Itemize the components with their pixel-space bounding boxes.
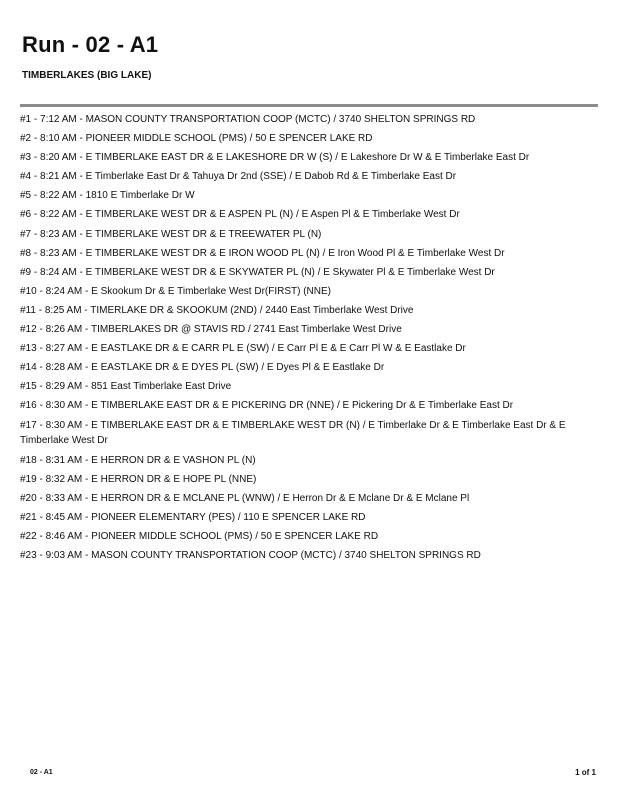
stop-item: #19 - 8:32 AM - E HERRON DR & E HOPE PL (NNE) bbox=[20, 473, 257, 485]
stop-item: #6 - 8:22 AM - E TIMBERLAKE WEST DR & E ASPEN PL (N) / E Aspen Pl & E Timberlake West Dr bbox=[20, 209, 460, 221]
stop-item: #11 - 8:25 AM - TIMERLAKE DR & SKOOKUM (2ND) / 2440 East Timberlake West Drive bbox=[20, 304, 414, 316]
stop-item: #20 - 8:33 AM - E HERRON DR & E MCLANE PL (WNW) / E Herron Dr & E Mclane Dr & E Mclane Pl bbox=[20, 492, 470, 504]
stop-item: #2 - 8:10 AM - PIONEER MIDDLE SCHOOL (PMS) / 50 E SPENCER LAKE RD bbox=[20, 133, 373, 145]
stop-item: #5 - 8:22 AM - 1810 E Timberlake Dr W bbox=[20, 190, 195, 202]
stop-item: #8 - 8:23 AM - E TIMBERLAKE WEST DR & E IRON WOOD PL (N) / E Iron Wood Pl & E Timberlake West Dr bbox=[20, 247, 505, 259]
stop-item: #3 - 8:20 AM - E TIMBERLAKE EAST DR & E LAKESHORE DR W (S) / E Lakeshore Dr W & E Timberlake East Dr bbox=[20, 152, 530, 164]
page-title: Run - 02 - A1 bbox=[22, 32, 159, 57]
stop-item: #10 - 8:24 AM - E Skookum Dr & E Timberlake West Dr(FIRST) (NNE) bbox=[20, 285, 331, 297]
stop-item: #13 - 8:27 AM - E EASTLAKE DR & E CARR PL E (SW) / E Carr Pl E & E Carr Pl W & E Eastlake Dr bbox=[20, 343, 466, 355]
route-subtitle: TIMBERLAKES (BIG LAKE) bbox=[22, 70, 152, 81]
stop-item: #16 - 8:30 AM - E TIMBERLAKE EAST DR & E PICKERING DR (NNE) / E Pickering Dr & E Timberlake East Dr bbox=[20, 400, 514, 412]
stop-item: #23 - 9:03 AM - MASON COUNTY TRANSPORTATION COOP (MCTC) / 3740 SHELTON SPRINGS RD bbox=[20, 549, 481, 561]
stop-item: #9 - 8:24 AM - E TIMBERLAKE WEST DR & E SKYWATER PL (N) / E Skywater Pl & E Timberlake West Dr bbox=[20, 266, 495, 278]
stop-item: #17 - 8:30 AM - E TIMBERLAKE EAST DR & E TIMBERLAKE WEST DR (N) / E Timberlake Dr & E Timberlake East Dr & E Timberlake West Dr bbox=[20, 419, 566, 447]
header-divider bbox=[20, 104, 598, 107]
stop-item: #22 - 8:46 AM - PIONEER MIDDLE SCHOOL (PMS) / 50 E SPENCER LAKE RD bbox=[20, 530, 379, 542]
stop-list bbox=[20, 112, 590, 567]
stop-item: #18 - 8:31 AM - E HERRON DR & E VASHON PL (N) bbox=[20, 454, 256, 466]
stop-item: #14 - 8:28 AM - E EASTLAKE DR & E DYES PL (SW) / E Dyes Pl & E Eastlake Dr bbox=[20, 362, 385, 374]
stop-item: #4 - 8:21 AM - E Timberlake East Dr & Tahuya Dr 2nd (SSE) / E Dabob Rd & E Timberlake East Dr bbox=[20, 171, 457, 183]
stop-item: #12 - 8:26 AM - TIMBERLAKES DR @ STAVIS RD / 2741 East Timberlake West Drive bbox=[20, 324, 402, 336]
page-number: 1 of 1 bbox=[575, 768, 596, 777]
stop-item: #7 - 8:23 AM - E TIMBERLAKE WEST DR & E TREEWATER PL (N) bbox=[20, 228, 322, 240]
footer-run-code: 02 - A1 bbox=[30, 769, 53, 776]
stop-item: #15 - 8:29 AM - 851 East Timberlake East Drive bbox=[20, 381, 232, 393]
stop-item: #21 - 8:45 AM - PIONEER ELEMENTARY (PES) / 110 E SPENCER LAKE RD bbox=[20, 511, 366, 523]
stop-item: #1 - 7:12 AM - MASON COUNTY TRANSPORTATION COOP (MCTC) / 3740 SHELTON SPRINGS RD bbox=[20, 114, 476, 125]
